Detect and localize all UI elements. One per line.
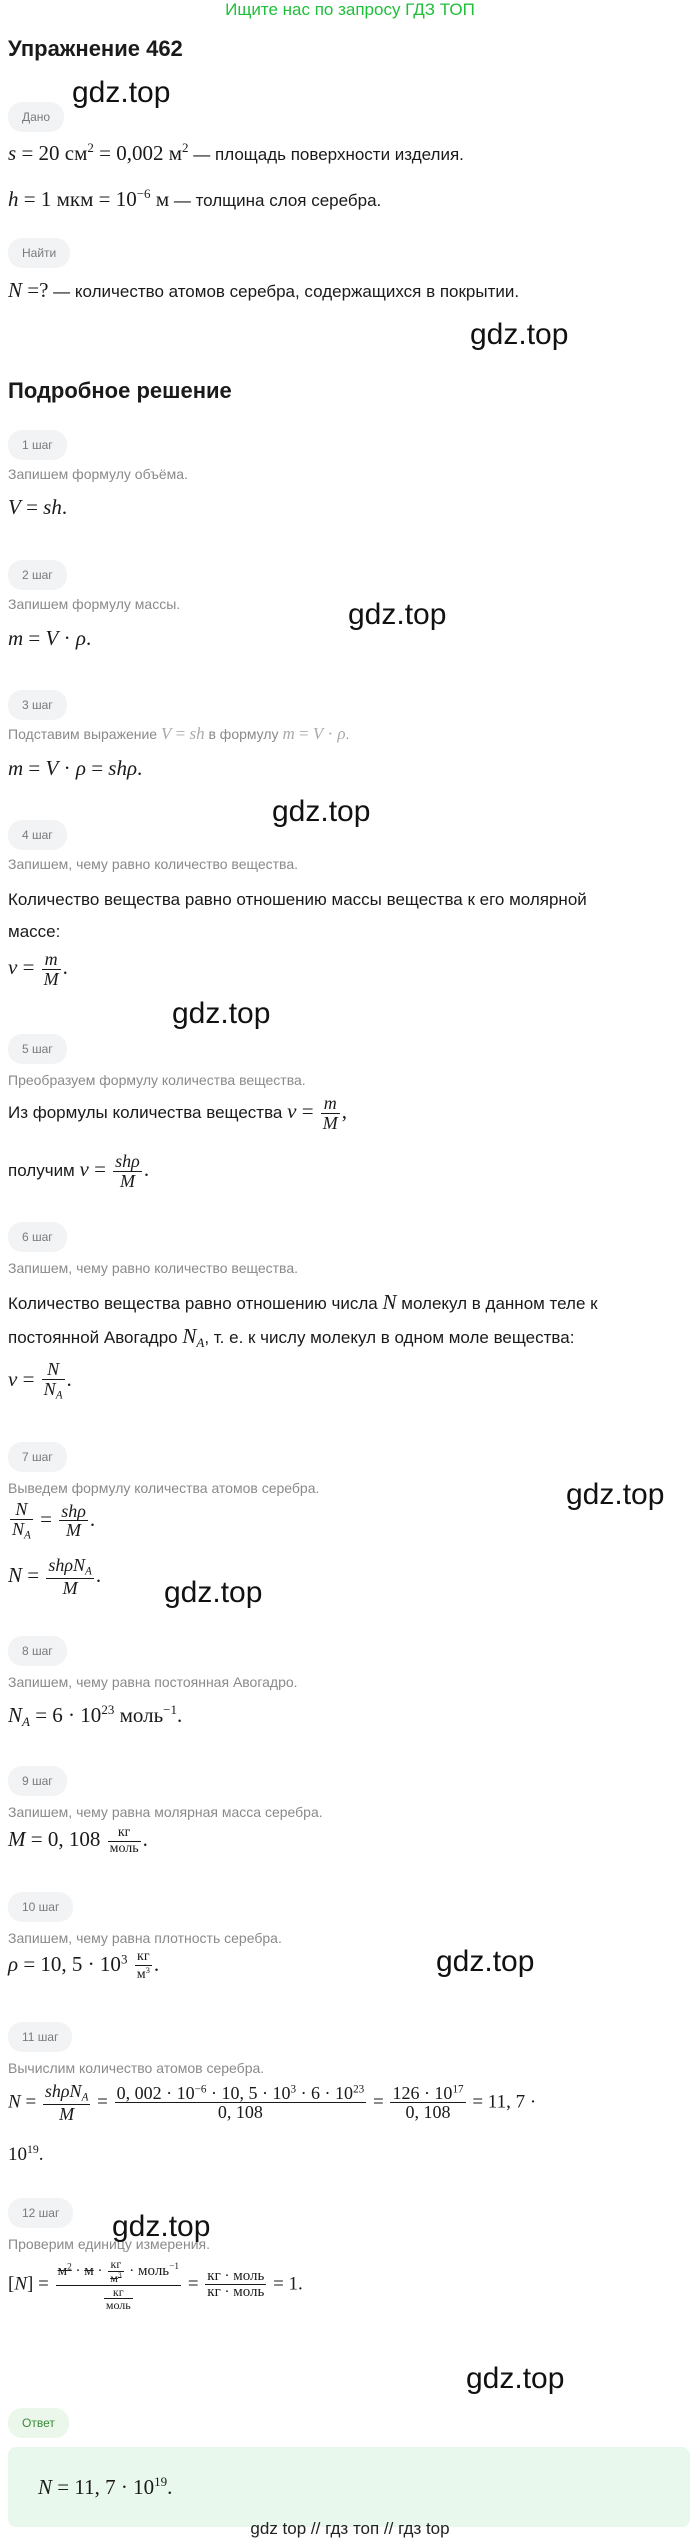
formula-nu-mass: ν = $\frac{m}{M}$ . <box>8 949 68 989</box>
step-3-hint: Подставим выражение V = sh в формулу m = V · ρ. <box>8 724 350 743</box>
formula-mass: m = V · ρ. <box>8 626 92 650</box>
step-4-text-2: массе: <box>8 922 61 941</box>
watermark-logo: gdz.top <box>466 2362 565 2395</box>
step-8-badge: 8 шаг <box>8 1636 67 1666</box>
formula-ratio: $\frac{N}{N_A}$ = $\frac{\text{shρ}}{M}$ . <box>12 1499 96 1542</box>
step-6-badge: 6 шаг <box>8 1222 67 1252</box>
formula-mass-substituted: m = V · ρ = shρ. <box>8 756 143 780</box>
step-1-hint: Запишем формулу объёма. <box>8 466 188 482</box>
watermark-logo: gdz.top <box>566 1478 665 1511</box>
find-line: N =? — количество атомов серебра, содержащихся в покрытии. <box>8 278 520 302</box>
step-12-badge: 12 шаг <box>8 2198 73 2228</box>
answer-value: N = 11, $7 \cdot 10^{19}$. <box>38 2474 173 2499</box>
find-badge: Найти <box>8 238 70 268</box>
page-title: Упражнение 462 <box>8 36 183 61</box>
step-9-badge: 9 шаг <box>8 1766 67 1796</box>
formula-avogadro: $N_A = 6 \cdot 10^{23}$ моль$^{-1}$. <box>8 1702 183 1729</box>
step-4-hint: Запишем, чему равно количество вещества. <box>8 856 299 872</box>
step-1-badge: 1 шаг <box>8 430 67 460</box>
footer-links[interactable]: gdz top // гдз топ // гдз top <box>250 2519 450 2538</box>
watermark-logo: gdz.top <box>272 795 371 828</box>
step-3-badge: 3 шаг <box>8 690 67 720</box>
step-12-hint: Проверим единицу измерения. <box>8 2236 210 2252</box>
step-10-badge: 10 шаг <box>8 1892 73 1922</box>
formula-density: ρ = 10, $5 \cdot 10^3$ $\frac{кг}{м^3}$ . <box>8 1949 160 1982</box>
given-badge: Дано <box>8 102 64 132</box>
given-area: s = 20 $см^2 = 0,002$ $м^2$ — площадь поверхности изделия. <box>8 140 464 165</box>
step-11-badge: 11 шаг <box>8 2022 72 2052</box>
answer-badge: Ответ <box>8 2408 69 2438</box>
step-6-hint: Запишем, чему равно количество вещества. <box>8 1260 299 1276</box>
formula-molar-mass: M = 0, 108 $\frac{кг}{\text{моль}}$ . <box>8 1825 148 1856</box>
watermark-logo: gdz.top <box>348 598 447 631</box>
step-2-badge: 2 шаг <box>8 560 67 590</box>
step-9-hint: Запишем, чему равна молярная масса серебра. <box>8 1804 323 1820</box>
watermark-logo: gdz.top <box>164 1576 263 1609</box>
formula-calculation-cont: $10^{19}$. <box>8 2143 44 2166</box>
formula-volume: V = sh. <box>8 495 68 519</box>
step-6-text-1: Количество вещества равно отношению числа N молекул в данном теле к <box>8 1290 598 1314</box>
step-10-hint: Запишем, чему равна плотность серебра. <box>8 1930 282 1946</box>
step-5-text-1: Из формулы количества вещества ν = $\frac{m}{M}$ , <box>8 1093 348 1133</box>
step-4-text-1: Количество вещества равно отношению массы вещества к его молярной <box>8 890 587 909</box>
watermark-logo: gdz.top <box>112 2210 211 2243</box>
watermark-logo: gdz.top <box>470 318 569 351</box>
step-5-text-2: получим ν = $\frac{\text{shρ}}{M}$ . <box>8 1151 150 1191</box>
step-7-hint: Выведем формулу количества атомов серебра. <box>8 1480 320 1496</box>
watermark-logo: gdz.top <box>72 76 171 109</box>
step-6-text-2: постоянной Авогадро $N_A$, т. е. к числу молекул в одном моле вещества: <box>8 1324 575 1350</box>
given-thickness: h = 1 мкм = $10^{-6}$ м — толщина слоя серебра. <box>8 186 382 211</box>
step-8-hint: Запишем, чему равна постоянная Авогадро. <box>8 1674 298 1690</box>
step-5-hint: Преобразуем формулу количества вещества. <box>8 1072 306 1088</box>
formula-units: [N] = $м^2 \cdot м$ · $\frac{кг}{м^3}$ · моль$^{-1}$ $\frac{кг}{\text{моль}}$ = $\frac{\text{кг · моль}}{\text{кг · моль}}$ = 1. <box>8 2257 303 2313</box>
watermark-logo: gdz.top <box>172 997 271 1030</box>
step-4-badge: 4 шаг <box>8 820 67 850</box>
formula-n: N = $\frac{sh\rho N_A}{M}$ . <box>8 1555 102 1599</box>
solution-title: Подробное решение <box>8 378 232 403</box>
step-5-badge: 5 шаг <box>8 1034 67 1064</box>
watermark-logo: gdz.top <box>436 1945 535 1978</box>
formula-nu-avogadro: ν = $\frac{N}{N_A}$ . <box>8 1359 72 1402</box>
formula-calculation: N = $\frac{sh\rho N_A}{M}$ = $\frac{0, 002 \cdot 10^{-6} \cdot 10, 5 \cdot 10^3 \cdot 6 \cdot 10^{23}}{0, 108}$ = $\frac{126 \cdot 10^{17}}{0, 108}$ = 11, 7 · <box>8 2081 537 2125</box>
step-2-hint: Запишем формулу массы. <box>8 596 181 612</box>
step-11-hint: Вычислим количество атомов серебра. <box>8 2060 265 2076</box>
search-banner[interactable]: Ищите нас по запросу ГДЗ ТОП <box>225 0 475 19</box>
step-7-badge: 7 шаг <box>8 1442 67 1472</box>
